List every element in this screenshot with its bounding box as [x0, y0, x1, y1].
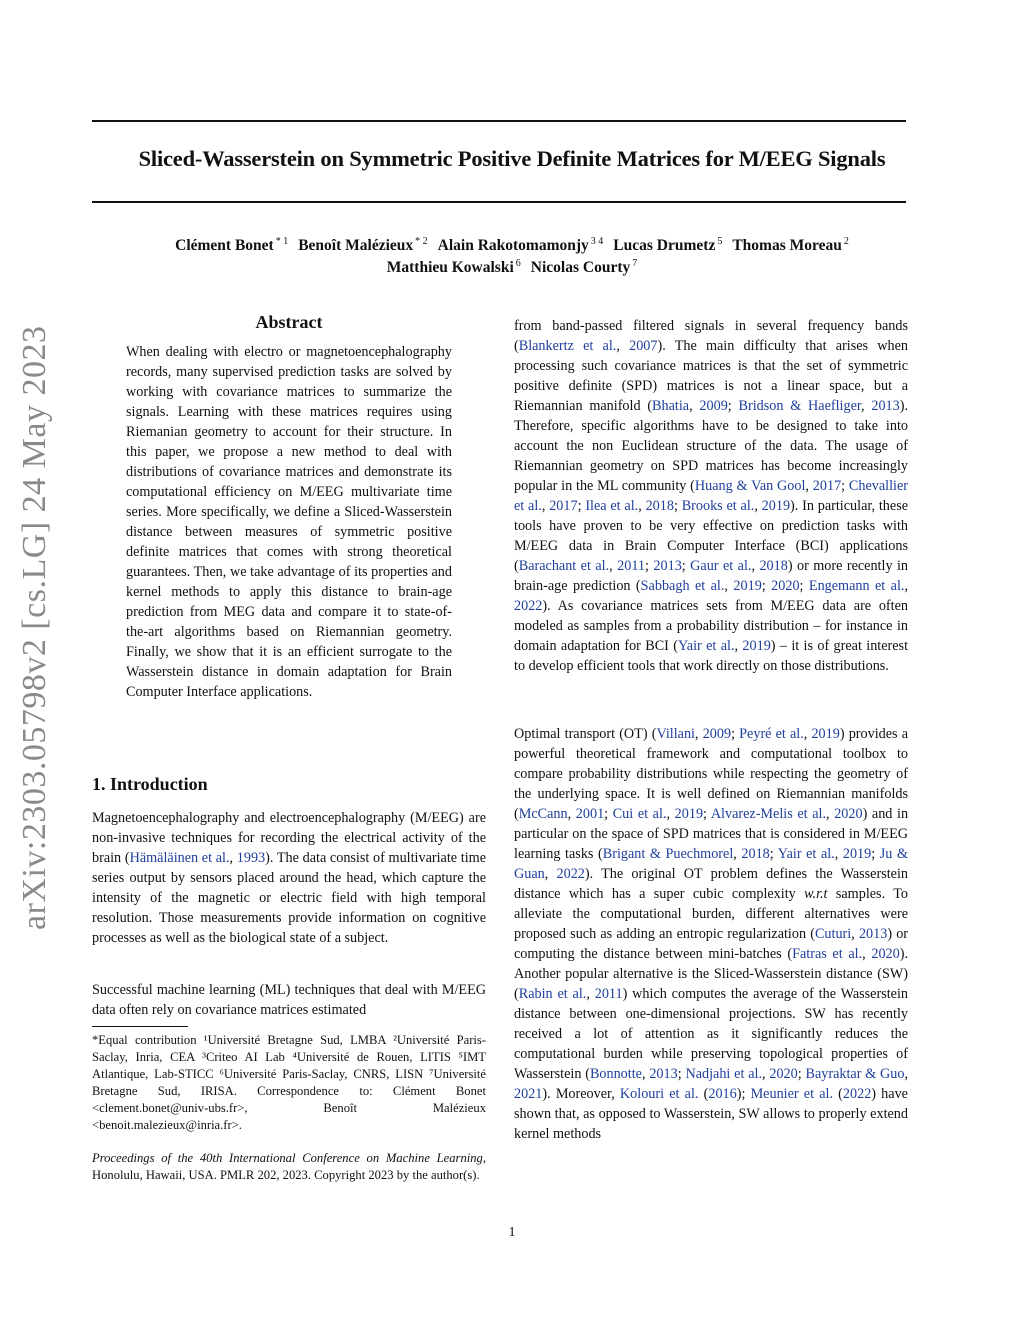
abstract-heading: Abstract [255, 312, 323, 332]
citation-link[interactable]: 2001 [575, 806, 605, 822]
intro-paragraph-2: Successful machine learning (ML) techniques that deal with M/EEG data often rely on covariance matrices estimated [92, 982, 486, 1018]
citation-link[interactable]: Brigant & Puechmorel [602, 846, 734, 862]
citation-link[interactable]: 2013 [653, 558, 682, 574]
citation-link[interactable]: Gaur et al. [690, 558, 752, 574]
citation-link[interactable]: Blankertz et al. [518, 338, 617, 354]
author-affiliation-marker: * 2 [415, 236, 428, 247]
citation-link[interactable]: Bridson & Haefliger [738, 398, 862, 414]
intro-paragraph-1: Magnetoencephalography and electroencephalography (M/EEG) are non-invasive techniques for recording the electrical activity of the brain (Hämäläinen et al., 1993). The data consist of multivariate time series output by sensors placed around the head, which capture the intensity of the magnetic or electric field with high temporal resolution. Those measurements provide information on cognitive processes as well as the biological state of a subject. [92, 810, 486, 946]
author-name: Matthieu Kowalski $^6$ [386, 258, 521, 277]
citation-link[interactable]: Bayraktar & Guo [805, 1066, 905, 1082]
citation-link[interactable]: 2020 [769, 1066, 798, 1082]
author-affiliation-marker: 6 [515, 258, 521, 269]
proceedings-details: , Honolulu, Hawaii, USA. PMLR 202, 2023. Copyright 2023 by the author(s). [92, 1151, 486, 1182]
citation-link[interactable]: Sabbagh et al. [640, 578, 725, 594]
citation-link[interactable]: 2019 [811, 726, 840, 742]
citation-link[interactable]: Hämäläinen et al. [129, 850, 230, 866]
citation-link[interactable]: 2017 [549, 498, 578, 514]
footnote-affiliations: *Equal contribution ¹Université Bretagne Sud, LMBA ²Université Paris-Saclay, Inria, CEA ³Criteo AI Lab ⁴Université de Rouen, LITIS ⁵IMT Atlantique, Lab-STICC ⁶Université Paris-Saclay, CNRS, LISN ⁷Université Bretagne Sud, IRISA. Correspondence to: Clément Bonet <clement.bonet@univ-ubs.fr>, Benoît Malézieux <benoit.malezieux@inria.fr>. [92, 1033, 486, 1132]
italic-text: w.r.t [804, 886, 828, 902]
author-name: Benoît Malézieux $^{* 2}$ [298, 236, 428, 255]
citation-link[interactable]: 2013 [871, 398, 900, 414]
citation-link[interactable]: 2019 [733, 578, 762, 594]
footnote-rule [92, 1026, 188, 1027]
citation-link[interactable]: Bonnotte [589, 1066, 642, 1082]
citation-link[interactable]: 2011 [617, 558, 646, 574]
citation-link[interactable]: 2019 [761, 498, 791, 514]
author-name: Clément Bonet $^{* 1}$ [175, 236, 289, 255]
title-rule-top [92, 120, 906, 122]
citation-link[interactable]: 2013 [649, 1066, 678, 1082]
citation-link[interactable]: 2020 [771, 578, 800, 594]
introduction-heading: 1. Introduction [92, 774, 208, 794]
citation-link[interactable]: Ju & Guan [514, 846, 908, 882]
citation-link[interactable]: 2007 [629, 338, 658, 354]
citation-link[interactable]: 2022 [842, 1086, 872, 1102]
citation-link[interactable]: Meunier et al. [750, 1086, 833, 1102]
citation-link[interactable]: 2022 [514, 598, 543, 614]
citation-link[interactable]: 2020 [834, 806, 863, 822]
author-affiliation-marker: 2 [843, 236, 849, 247]
citation-link[interactable]: 2020 [871, 946, 900, 962]
citation-link[interactable]: 2017 [812, 478, 842, 494]
citation-link[interactable]: 2018 [759, 558, 788, 574]
citation-link[interactable]: Ilea et al. [585, 498, 639, 514]
author-name: Nicolas Courty $^7$ [530, 258, 638, 277]
citation-link[interactable]: Peyré et al. [739, 726, 804, 742]
author-name: Thomas Moreau $^2$ [732, 236, 849, 255]
citation-link[interactable]: Rabin et al. [518, 986, 587, 1002]
citation-link[interactable]: McCann [518, 806, 568, 822]
right-column-paragraph-2: Optimal transport (OT) (Villani, 2009; Peyré et al., 2019) provides a powerful theoretical framework and computational toolbox to compare probability distributions while respecting the geometry of the underlying space. It is well defined on Riemannian manifolds (McCann, 2001; Cui et al., 2019; Alvarez-Melis et al., 2020) and in particular on the space of SPD matrices that is considered in M/EEG learning tasks (Brigant & Puechmorel, 2018; Yair et al., 2019; Ju & Guan, 2022). The original OT problem defines the Wasserstein distance which has a super cubic complexity w.r.t samples. To alleviate the computational burden, different alternatives were proposed such as adding an entropic regularization (Cuturi, 2013) or computing the distance between mini-batches (Fatras et al., 2020). Another popular alternative is the Sliced-Wasserstein distance (SW) (Rabin et al., 2011) which computes the average of the Wasserstein distance between one-dimensional projections. SW has recently received a lot of attention as it significantly reduces the computational burden while preserving topological properties of Wasserstein (Bonnotte, 2013; Nadjahi et al., 2020; Bayraktar & Guo, 2021). Moreover, Kolouri et al. (2016); Meunier et al. (2022) have shown that, as opposed to Wasserstein, SW allows to properly extend kernel methods [514, 726, 909, 1142]
page-number: 1 [508, 1225, 516, 1240]
citation-link[interactable]: Alvarez-Melis et al. [710, 806, 827, 822]
right-column-paragraph-1: from band-passed filtered signals in several frequency bands (Blankertz et al., 2007). The main difficulty that arises when processing such covariance matrices is that the set of symmetric positive definite (SPD) matrices is not a linear space, but a Riemannian manifold (Bhatia, 2009; Bridson & Haefliger, 2013). Therefore, specific algorithms have to be designed to take into account the non Euclidean structure of the data. The usage of Riemannian geometry on SPD matrices has become increasingly popular in the ML community (Huang & Van Gool, 2017; Chevallier et al., 2017; Ilea et al., 2018; Brooks et al., 2019). In particular, these tools have proven to be very effective on prediction tasks with M/EEG data in Brain Computer Interface (BCI) applications (Barachant et al., 2011; 2013; Gaur et al., 2018) or more recently in brain-age prediction (Sabbagh et al., 2019; 2020; Engemann et al., 2022). As covariance matrices sets from M/EEG data are often modeled as samples from a probability distribution – for instance in domain adaptation for BCI (Yair et al., 2019) – it is of great interest to develop efficient tools that work directly on those distributions. [514, 318, 909, 674]
proceedings-venue: Proceedings of the 40th International Conference on Machine Learning [92, 1151, 483, 1165]
authors-line-2 [60, 258, 964, 277]
footnote-proceedings [92, 1150, 486, 1184]
citation-link[interactable]: 2018 [741, 846, 770, 862]
citation-link[interactable]: Kolouri et al. [619, 1086, 699, 1102]
citation-link[interactable]: Villani [656, 726, 695, 742]
citation-link[interactable]: Fatras et al. [792, 946, 863, 962]
citation-link[interactable]: Yair et al. [677, 638, 735, 654]
citation-link[interactable]: Bhatia [652, 398, 690, 414]
citation-link[interactable]: 2018 [645, 498, 674, 514]
citation-link[interactable]: Huang & Van Gool [694, 478, 806, 494]
citation-link[interactable]: 1993 [236, 850, 266, 866]
abstract-text: When dealing with electro or magnetoencephalography records, many supervised prediction tasks are solved by working with covariance matrices to summarize the signals. Learning with these matrices requires using Riemanian geometry to account for their structure. In this paper, we propose a new method to deal with distributions of covariance matrices and demonstrate its computational efficiency on M/EEG multivariate time series. More specifically, we define a Sliced-Wasserstein distance between measures of symmetric positive definite matrices that comes with strong theoretical guarantees. Then, we take advantage of its properties and kernel methods to apply this distance to brain-age prediction from MEG data and compare it to state-of-the-art algorithms based on Riemannian geometry. Finally, we show that it is an efficient surrogate to the Wasserstein distance in domain adaptation for Brain Computer Interface applications. [126, 344, 452, 700]
citation-link[interactable]: Cui et al. [612, 806, 667, 822]
author-name: Alain Rakotomamonjy $^{3 4}$ [437, 236, 604, 255]
citation-link[interactable]: Cuturi [814, 926, 852, 942]
title-rule-bottom [92, 201, 906, 203]
authors-line-1 [60, 236, 964, 255]
citation-link[interactable]: 2019 [674, 806, 704, 822]
citation-link[interactable]: 2022 [556, 866, 585, 882]
paper-title: Sliced-Wasserstein on Symmetric Positive Definite Matrices for M/EEG Signals [138, 146, 886, 171]
citation-link[interactable]: 2019 [742, 638, 771, 654]
author-affiliation-marker: 3 4 [590, 236, 604, 247]
citation-link[interactable]: Chevallier et al. [514, 478, 909, 514]
citation-link[interactable]: 2019 [842, 846, 872, 862]
citation-link[interactable]: 2009 [699, 398, 728, 414]
citation-link[interactable]: 2016 [708, 1086, 737, 1102]
citation-link[interactable]: 2009 [702, 726, 732, 742]
arxiv-stamp: arXiv:2303.05798v2 [cs.LG] 24 May 2023 [16, 325, 53, 930]
citation-link[interactable]: 2021 [514, 1086, 543, 1102]
citation-link[interactable]: Engemann et al. [808, 578, 905, 594]
author-name: Lucas Drumetz $^5$ [613, 236, 723, 255]
author-affiliation-marker: * 1 [275, 236, 289, 247]
citation-link[interactable]: Nadjahi et al. [685, 1066, 762, 1082]
author-affiliation-marker: 5 [717, 236, 723, 247]
author-affiliation-marker: 7 [632, 258, 638, 269]
citation-link[interactable]: Yair et al. [777, 846, 835, 862]
citation-link[interactable]: Brooks et al. [681, 498, 755, 514]
citation-link[interactable]: Barachant et al. [518, 558, 610, 574]
citation-link[interactable]: 2011 [594, 986, 623, 1002]
citation-link[interactable]: 2013 [858, 926, 888, 942]
